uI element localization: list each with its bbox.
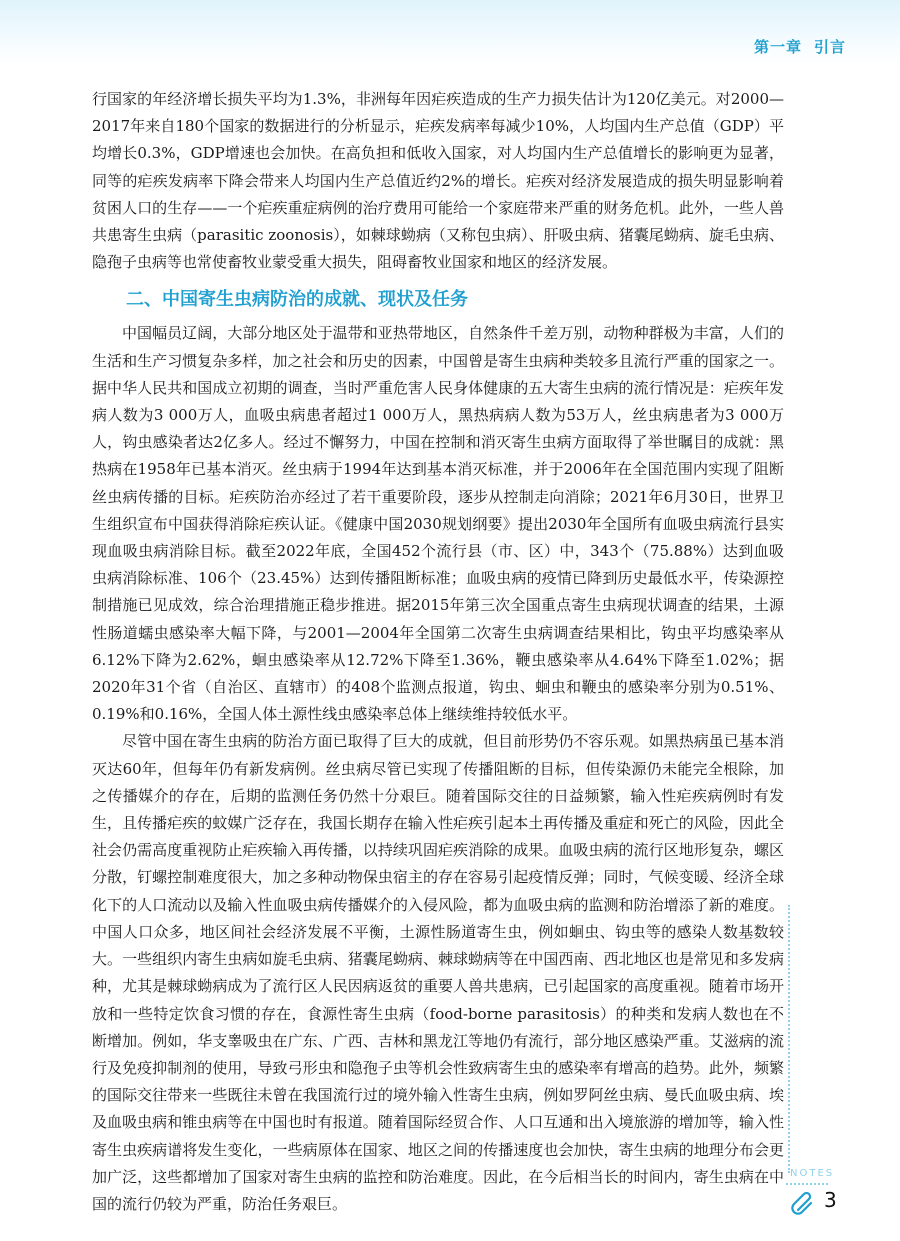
- notes-dotted-line: [788, 905, 790, 1173]
- page-number: 3: [824, 1188, 837, 1212]
- paragraph-achievements: 中国幅员辽阔，大部分地区处于温带和亚热带地区，自然条件千差万别，动物种群极为丰富，人们的生活和生产习惯复杂多样，加之社会和历史的因素，中国曾是寄生虫病种类较多且流行严重的国家之一。据中华人民共和国成立初期的调查，当时严重危害人民身体健康的五大寄生虫病的流行情况是：疟疾年发病人数为3 000万人，血吸虫病患者超过1 000万人，黑热病病人数为53万人，丝虫病患者为3 000万人，钩虫感染者达2亿多人。经过不懈努力，中国在控制和消灭寄生虫病方面取得了举世瞩目的成就：黑热病在1958年已基本消灭。丝虫病于1994年达到基本消灭标准，并于2006年在全国范围内实现了阻断丝虫病传播的目标。疟疾防治亦经过了若干重要阶段，逐步从控制走向消除；2021年6月30日，世界卫生组织宣布中国获得消除疟疾认证。《健康中国2030规划纲要》提出2030年全国所有血吸虫病流行县实现血吸虫病消除目标。截至2022年底，全国452个流行县（市、区）中，343个（75.88%）达到血吸虫病消除标准、106个（23.45%）达到传播阻断标准；血吸虫病的疫情已降到历史最低水平，传染源控制措施已见成效，综合治理措施正稳步推进。据2015年第三次全国重点寄生虫病现状调查的结果，土源性肠道蠕虫感染率大幅下降，与2001—2004年全国第二次寄生虫病调查结果相比，钩虫平均感染率从6.12%下降为2.62%，蛔虫感染率从12.72%下降至1.36%，鞭虫感染率从4.64%下降至1.02%；据2020年31个省（自治区、直辖市）的408个监测点报道，钩虫、蛔虫和鞭虫的感染率分别为0.51%、0.19%和0.16%，全国人体土源性线虫感染率总体上继续维持较低水平。: [92, 324, 784, 724]
- chapter-label: 第一章: [753, 38, 802, 56]
- notes-label: NOTES: [790, 1168, 835, 1179]
- notes-rule: [786, 1183, 828, 1185]
- paperclip-icon: [790, 1190, 816, 1216]
- section-heading: 二、中国寄生虫病防治的成就、现状及任务: [126, 289, 468, 311]
- chapter-title: 引言: [813, 38, 846, 56]
- body-text: [92, 86, 784, 1218]
- running-header: [754, 36, 846, 57]
- paragraph-challenges: 尽管中国在寄生虫病的防治方面已取得了巨大的成就，但目前形势仍不容乐观。如黑热病虽已基本消灭达60年，但每年仍有新发病例。丝虫病尽管已实现了传播阻断的目标，但传染源仍未能完全根除，加之传播媒介的存在，后期的监测任务仍然十分艰巨。随着国际交往的日益频繁，输入性疟疾病例时有发生，且传播疟疾的蚊媒广泛存在，我国长期存在输入性疟疾引起本土再传播及重症和死亡的风险，因此全社会仍需高度重视防止疟疾输入再传播，以持续巩固疟疾消除的成果。血吸虫病的流行区地形复杂，螺区分散，钉螺控制难度很大，加之多种动物保虫宿主的存在容易引起疫情反弹；同时，气候变暖、经济全球化下的人口流动以及输入性血吸虫病传播媒介的入侵风险，都为血吸虫病的监测和防治增添了新的难度。中国人口众多，地区间社会经济发展不平衡，土源性肠道寄生虫，例如蛔虫、钩虫等的感染人数基数较大。一些组织内寄生虫病如旋毛虫病、猪囊尾蚴病、棘球蚴病等在中国西南、西北地区也是常见和多发病种，尤其是棘球蚴病成为了流行区人民因病返贫的重要人兽共患病，已引起国家的高度重视。随着市场开放和一些特定饮食习惯的存在，食源性寄生虫病（food-borne parasitosis）的种类和发病人数也在不断增加。例如，华支睾吸虫在广东、广西、吉林和黑龙江等地仍有流行，部分地区感染严重。艾滋病的流行及免疫抑制剂的使用，导致弓形虫和隐孢子虫等机会性致病寄生虫的感染率有增高的趋势。此外，频繁的国际交往带来一些既往未曾在我国流行过的境外输入性寄生虫病，例如罗阿丝虫病、曼氏血吸虫病、埃及血吸虫病和锥虫病等在中国也时有报道。随着国际经贸合作、人口互通和出入境旅游的增加等，输入性寄生虫疾病谱将发生变化，一些病原体在国家、地区之间的传播速度也会加快，寄生虫病的地理分布会更加广泛，这些都增加了国家对寄生虫病的监控和防治难度。因此，在今后相当长的时间内，寄生虫病在中国的流行仍较为严重，防治任务艰巨。: [92, 732, 784, 1213]
- paragraph-continued: 行国家的年经济增长损失平均为1.3%，非洲每年因疟疾造成的生产力损失估计为120亿美元。对2000—2017年来自180个国家的数据进行的分析显示，疟疾发病率每减少10%，人均国内生产总值（GDP）平均增长0.3%，GDP增速也会加快。在高负担和低收入国家，对人均国内生产总值增长的影响更为显著，同等的疟疾发病率下降会带来人均国内生产总值近约2%的增长。疟疾对经济发展造成的损失明显影响着贫困人口的生存——一个疟疾重症病例的治疗费用可能给一个家庭带来严重的财务危机。此外，一些人兽共患寄生虫病（parasitic zoonosis），如棘球蚴病（又称包虫病）、肝吸虫病、猪囊尾蚴病、旋毛虫病、隐孢子虫病等也常使畜牧业蒙受重大损失，阻碍畜牧业国家和地区的经济发展。: [92, 90, 784, 272]
